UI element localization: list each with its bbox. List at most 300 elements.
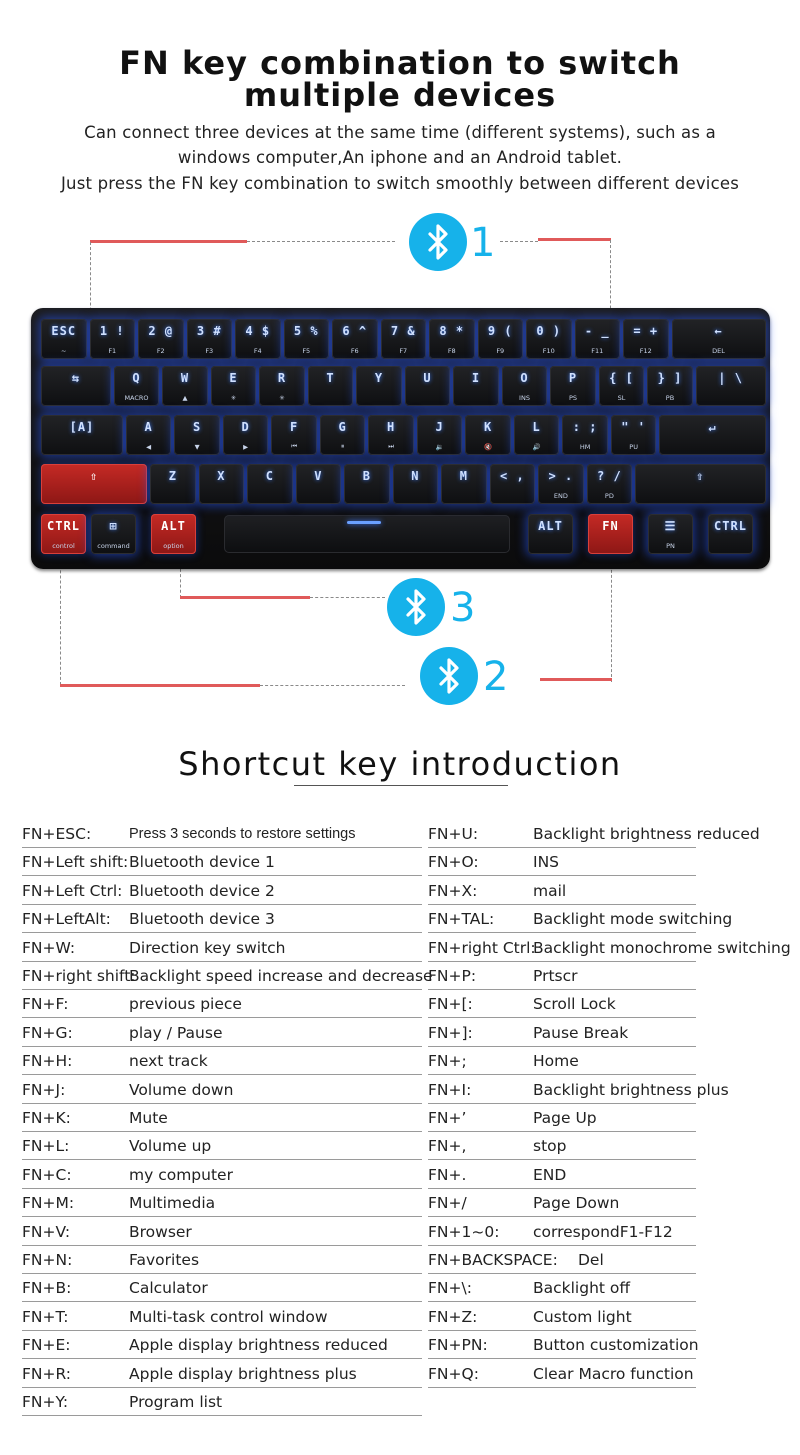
shortcut-description: Mute — [129, 1109, 168, 1127]
shortcut-description: END — [533, 1165, 567, 1184]
key-sublabel: INS — [519, 394, 530, 402]
shortcut-row — [428, 990, 696, 1018]
shortcut-row — [428, 820, 760, 848]
shortcut-row — [22, 1331, 422, 1359]
key — [150, 464, 196, 504]
key — [417, 415, 463, 455]
key-label: Q — [132, 371, 141, 385]
shortcut-row — [22, 1132, 422, 1160]
key-label: { [ — [609, 371, 634, 385]
page-title-line-1: FN key combination to switch — [119, 44, 681, 82]
shortcut-row — [22, 1019, 422, 1047]
shortcut-key: FN+Y: — [22, 1393, 69, 1411]
shortcut-row — [22, 877, 422, 905]
shortcut-description: Volume up — [129, 1137, 212, 1156]
key — [538, 464, 584, 504]
shortcut-key: FN+1~0: — [428, 1222, 500, 1241]
device-number-1: 1 — [470, 220, 496, 266]
shortcut-row — [428, 905, 733, 933]
key — [623, 319, 669, 359]
shortcut-key: FN+BACKSPACE: — [428, 1251, 558, 1269]
shortcut-key: FN+LeftAlt: — [22, 910, 111, 929]
key — [441, 464, 487, 504]
connector-red-line — [540, 678, 612, 681]
shortcut-row — [428, 934, 791, 962]
connector-red-line — [60, 684, 260, 687]
shortcut-key: FN+C: — [22, 1165, 72, 1184]
key — [296, 464, 342, 504]
key — [453, 366, 499, 406]
key-label: C — [265, 469, 274, 483]
connector-dash — [310, 597, 385, 598]
shortcut-row — [22, 1303, 422, 1331]
shortcut-key: FN+V: — [22, 1222, 71, 1241]
key-label: - _ — [584, 324, 610, 338]
key-label: ← — [714, 324, 723, 338]
shortcut-description: Direction key switch — [129, 938, 286, 957]
key-sublabel: F10 — [542, 347, 555, 355]
shortcut-row — [22, 848, 422, 876]
shortcut-key: FN+right shift: — [22, 967, 136, 985]
key — [635, 464, 765, 504]
page-title-line-2: multiple devices — [243, 76, 557, 114]
key — [138, 319, 184, 359]
shortcut-description: Backlight off — [533, 1279, 631, 1298]
key-label: ALT — [538, 519, 563, 533]
shortcut-description: Pause Break — [533, 1023, 629, 1042]
key-label: ⇧ — [89, 469, 99, 483]
shortcut-description: Multi-task control window — [129, 1307, 328, 1326]
shortcut-row — [22, 1104, 422, 1132]
subtitle-line-3: Just press the FN key combination to switch smoothly between different devices — [60, 174, 740, 193]
key-sublabel: F4 — [253, 347, 262, 355]
shortcut-description: my computer — [129, 1165, 233, 1184]
key — [588, 514, 633, 554]
shortcut-row — [428, 962, 696, 990]
key — [599, 366, 645, 406]
keyboard-image — [31, 308, 770, 569]
key-sublabel: ◀ — [146, 443, 152, 451]
connector-dash — [611, 555, 612, 682]
key-label: 2 @ — [148, 324, 174, 338]
shortcut-key: FN+W: — [22, 938, 76, 957]
shortcut-description: Backlight monochrome switching — [533, 938, 791, 957]
section-underline — [294, 785, 508, 786]
shortcut-key: FN+\: — [428, 1279, 472, 1298]
key-sublabel: option — [163, 542, 184, 550]
key-sublabel: ▲ — [182, 394, 188, 402]
key-sublabel: DEL — [712, 347, 725, 355]
shortcut-row — [22, 962, 433, 990]
key — [114, 366, 160, 406]
shortcut-row — [428, 1246, 696, 1274]
key — [528, 514, 573, 554]
key-label: K — [484, 420, 493, 434]
key — [356, 366, 402, 406]
key-label: O — [520, 371, 529, 385]
key-label: J — [435, 420, 444, 434]
key-label: : ; — [572, 420, 598, 434]
key — [381, 319, 427, 359]
shortcut-description: Backlight brightness reduced — [533, 825, 760, 843]
key-label: < , — [500, 469, 525, 483]
shortcut-row — [428, 848, 696, 876]
row-divider — [22, 1415, 422, 1416]
key — [575, 319, 621, 359]
key — [587, 464, 633, 504]
key-sublabel: ⏮ — [291, 442, 298, 450]
key — [41, 366, 111, 406]
key-label: 9 ( — [487, 324, 513, 338]
key-label: L — [532, 420, 541, 434]
key-sublabel: F12 — [639, 347, 652, 355]
key-label: 5 % — [293, 324, 319, 338]
key-sublabel: F5 — [302, 347, 311, 355]
key-sublabel: ⏸ — [341, 442, 345, 450]
shortcut-description: Page Up — [533, 1109, 597, 1127]
key-label: | \ — [718, 371, 743, 385]
device-number-2: 2 — [483, 654, 509, 700]
key — [550, 366, 596, 406]
key-label: Y — [374, 371, 384, 385]
key — [708, 514, 753, 554]
shortcut-key: FN+. — [428, 1165, 467, 1184]
key-sublabel: F9 — [496, 347, 505, 355]
key-sublabel: F2 — [156, 347, 165, 355]
key-sublabel: 🔊 — [532, 443, 541, 451]
key-label: D — [241, 420, 250, 434]
key-label: > . — [548, 469, 574, 483]
key — [490, 464, 536, 504]
shortcut-description: Scroll Lock — [533, 995, 616, 1014]
key-sublabel: HM — [579, 443, 591, 451]
key-label: " ' — [621, 420, 646, 434]
key-sublabel: ✳ — [230, 394, 237, 402]
shortcut-row — [22, 1161, 422, 1189]
shortcut-row — [428, 877, 696, 905]
connector-dash — [260, 685, 405, 686]
connector-red-line — [90, 240, 247, 243]
shortcut-row — [22, 1360, 422, 1388]
key-label: W — [180, 371, 190, 385]
shortcut-row — [22, 1274, 422, 1302]
shortcut-key: FN+P: — [428, 967, 477, 985]
key — [151, 514, 196, 554]
key — [368, 415, 414, 455]
shortcut-key: FN+U: — [428, 825, 479, 843]
shortcut-description: Home — [533, 1052, 579, 1071]
key — [199, 464, 245, 504]
key-label: 6 ^ — [342, 324, 368, 338]
key-label: CTRL — [47, 519, 80, 533]
key-sublabel: F7 — [399, 347, 408, 355]
bluetooth-icon — [387, 578, 445, 636]
key — [429, 319, 475, 359]
shortcut-key: FN+; — [428, 1052, 467, 1071]
key-sublabel: PB — [665, 394, 675, 402]
bluetooth-icon — [409, 213, 467, 271]
key-label: 0 ) — [536, 324, 562, 338]
shortcut-description: Favorites — [129, 1251, 200, 1269]
key-sublabel: F6 — [350, 347, 359, 355]
shortcut-row — [428, 1331, 699, 1359]
shortcut-key: FN+Q: — [428, 1364, 479, 1383]
shortcut-key: FN+PN: — [428, 1336, 488, 1355]
shortcut-row — [22, 1218, 422, 1246]
connector-dash — [247, 241, 395, 242]
key-label: E — [229, 371, 238, 385]
key — [41, 319, 87, 359]
shortcut-description: Bluetooth device 3 — [129, 910, 275, 929]
key — [126, 415, 172, 455]
shortcut-key: FN+J: — [22, 1080, 66, 1099]
shortcut-description: previous piece — [129, 995, 242, 1014]
key — [41, 415, 123, 455]
shortcut-description: INS — [533, 853, 560, 872]
key-sublabel: F1 — [108, 347, 117, 355]
shortcut-description: stop — [533, 1137, 567, 1156]
shortcut-key: FN+ESC: — [22, 825, 92, 843]
shortcut-description: Calculator — [129, 1279, 208, 1298]
key — [90, 319, 136, 359]
key-label: } ] — [657, 371, 683, 385]
key-label: ⇆ — [71, 371, 80, 385]
key-sublabel: PN — [666, 542, 675, 550]
shortcut-row — [428, 1047, 696, 1075]
shortcut-description: Apple display brightness reduced — [129, 1336, 388, 1355]
key-sublabel: ⏭ — [388, 442, 395, 450]
shortcut-row — [428, 1274, 696, 1302]
key-label: ESC — [51, 324, 77, 338]
key-label: V — [314, 469, 323, 483]
key — [696, 366, 766, 406]
key — [478, 319, 524, 359]
key-sublabel: END — [553, 492, 568, 500]
key-label: ⊞ — [109, 519, 118, 533]
key-sublabel: control — [52, 542, 75, 550]
bluetooth-icon — [420, 647, 478, 705]
key — [344, 464, 390, 504]
shortcut-key: FN+T: — [22, 1307, 69, 1326]
shortcut-key: FN+Z: — [428, 1307, 478, 1326]
key — [465, 415, 511, 455]
key — [91, 514, 136, 554]
key — [223, 415, 269, 455]
shortcut-key: FN+Left Ctrl: — [22, 881, 123, 900]
key-label: U — [423, 371, 432, 385]
key — [672, 319, 766, 359]
key-label: X — [217, 469, 226, 483]
key-label: ↵ — [708, 420, 717, 434]
key — [647, 366, 693, 406]
spacebar — [224, 515, 510, 553]
shortcut-row — [428, 1189, 696, 1217]
key-sublabel: 🔉 — [435, 443, 444, 451]
key-label: = + — [633, 324, 659, 338]
key-sublabel: PD — [604, 492, 614, 500]
shortcut-description: Backlight speed increase and decrease — [129, 967, 433, 985]
shortcut-key: FN+, — [428, 1137, 467, 1156]
shortcut-row — [22, 905, 422, 933]
shortcut-row — [22, 990, 422, 1018]
key-label: I — [471, 371, 481, 385]
key-label: 8 * — [439, 324, 465, 338]
shortcut-row — [428, 1132, 696, 1160]
shortcut-key: FN+[: — [428, 995, 473, 1014]
device-number-3: 3 — [450, 585, 476, 631]
key-sublabel: PS — [568, 394, 578, 402]
shortcut-key: FN+L: — [22, 1137, 70, 1156]
key-label: ALT — [161, 519, 186, 533]
shortcut-row — [428, 1019, 696, 1047]
shortcut-row — [428, 1218, 696, 1246]
shortcut-description: Bluetooth device 1 — [129, 853, 275, 872]
shortcut-key: FN+]: — [428, 1023, 473, 1042]
key — [187, 319, 233, 359]
shortcut-row — [22, 1246, 422, 1274]
shortcut-key: FN+R: — [22, 1364, 72, 1383]
shortcut-key: FN+TAL: — [428, 910, 495, 929]
key — [405, 366, 451, 406]
shortcut-row — [22, 1388, 422, 1416]
key — [174, 415, 220, 455]
shortcut-key: FN+Left shift: — [22, 853, 129, 872]
key — [41, 514, 86, 554]
connector-red-line — [538, 238, 611, 241]
key-label: Z — [168, 469, 177, 483]
subtitle-line-2: windows computer,An iphone and an Android tablet. — [177, 148, 623, 167]
shortcut-row — [22, 934, 422, 962]
key — [648, 514, 693, 554]
shortcut-row — [22, 1076, 422, 1104]
shortcut-description: Bluetooth device 2 — [129, 881, 275, 900]
key-sublabel: F11 — [591, 347, 604, 355]
key-sublabel: PU — [629, 443, 638, 451]
key — [247, 464, 293, 504]
shortcut-description: play / Pause — [129, 1023, 223, 1042]
shortcut-description: Custom light — [533, 1307, 632, 1326]
shortcut-row — [22, 820, 422, 848]
key-label: 1 ! — [99, 324, 125, 338]
shortcut-row — [428, 1076, 729, 1104]
shortcut-key: FN+right Ctrl: — [428, 938, 536, 957]
shortcut-key: FN+B: — [22, 1279, 72, 1298]
key-label: [A] — [69, 420, 95, 434]
shortcut-row — [22, 1189, 422, 1217]
key — [211, 366, 257, 406]
key — [562, 415, 608, 455]
shortcut-row — [428, 1303, 696, 1331]
shortcut-row — [428, 1360, 696, 1388]
key-label: 3 # — [196, 324, 222, 338]
key-label: CTRL — [714, 519, 747, 533]
shortcut-key: FN+H: — [22, 1052, 73, 1071]
key-label: A — [144, 420, 153, 434]
shortcut-key: FN+I: — [428, 1080, 472, 1099]
key — [284, 319, 330, 359]
key-label: T — [326, 371, 335, 385]
key — [611, 415, 657, 455]
key — [393, 464, 439, 504]
shortcut-description: mail — [533, 881, 567, 900]
subtitle-line-1: Can connect three devices at the same time (different systems), such as a — [84, 123, 716, 142]
key — [659, 415, 765, 455]
key-sublabel: ▶ — [243, 443, 249, 451]
connector-dash — [500, 241, 538, 242]
shortcut-key: FN+O: — [428, 853, 479, 872]
shortcut-key: FN+K: — [22, 1109, 71, 1127]
spacebar-light — [347, 521, 381, 524]
shortcut-description: Multimedia — [129, 1194, 216, 1213]
key-label: 7 & — [390, 324, 416, 338]
key-label: H — [387, 420, 396, 434]
shortcut-description: Backlight brightness plus — [533, 1080, 729, 1099]
key-sublabel: F8 — [447, 347, 456, 355]
key — [162, 366, 208, 406]
key-label: P — [568, 371, 578, 385]
section-title: Shortcut key introduction — [178, 745, 622, 783]
shortcut-key: FN+G: — [22, 1023, 73, 1042]
shortcut-description: Prtscr — [533, 967, 578, 985]
key — [41, 464, 147, 504]
key-sublabel: command — [97, 542, 130, 550]
shortcut-description: Program list — [129, 1393, 223, 1411]
key-label: S — [193, 420, 202, 434]
shortcut-key: FN+/ — [428, 1194, 467, 1213]
shortcut-row — [428, 1161, 696, 1189]
key-sublabel: SL — [617, 394, 626, 402]
shortcut-description: Button customization — [533, 1336, 699, 1355]
key-label: R — [277, 371, 287, 385]
row-divider — [428, 1387, 696, 1388]
shortcut-description: Press 3 seconds to restore settings — [129, 826, 356, 842]
shortcut-key: FN+F: — [22, 995, 69, 1014]
connector-red-line — [180, 596, 310, 599]
key — [514, 415, 560, 455]
key — [259, 366, 305, 406]
shortcut-description: Apple display brightness plus — [129, 1364, 357, 1383]
shortcut-description: Page Down — [533, 1194, 620, 1213]
key — [332, 319, 378, 359]
shortcut-description: next track — [129, 1052, 208, 1071]
shortcut-description: correspondF1-F12 — [533, 1222, 673, 1241]
key-sublabel: ~ — [61, 347, 67, 355]
key — [526, 319, 572, 359]
key-label: 4 $ — [245, 324, 271, 338]
key-label: N — [411, 469, 420, 483]
key-sublabel: ▼ — [194, 443, 200, 451]
key-label: ⇧ — [696, 469, 705, 483]
shortcut-description: Del — [578, 1251, 604, 1269]
key-label: B — [362, 469, 371, 483]
key-label: G — [338, 420, 347, 434]
shortcut-key: FN+’ — [428, 1109, 467, 1127]
key-sublabel: ✳ — [279, 394, 285, 402]
shortcut-description: Browser — [129, 1222, 192, 1241]
key-sublabel: F3 — [205, 347, 214, 355]
key-label: ? / — [597, 469, 622, 483]
shortcut-description: Clear Macro function — [533, 1364, 694, 1383]
key — [502, 366, 548, 406]
shortcut-key: FN+M: — [22, 1194, 75, 1213]
key-label: FN — [602, 519, 619, 533]
shortcut-key: FN+E: — [22, 1336, 71, 1355]
key-sublabel: MACRO — [124, 394, 149, 402]
key — [271, 415, 317, 455]
key-sublabel: 🔇 — [484, 443, 493, 451]
shortcut-description: Backlight mode switching — [533, 910, 733, 929]
key-label: F — [290, 420, 299, 434]
